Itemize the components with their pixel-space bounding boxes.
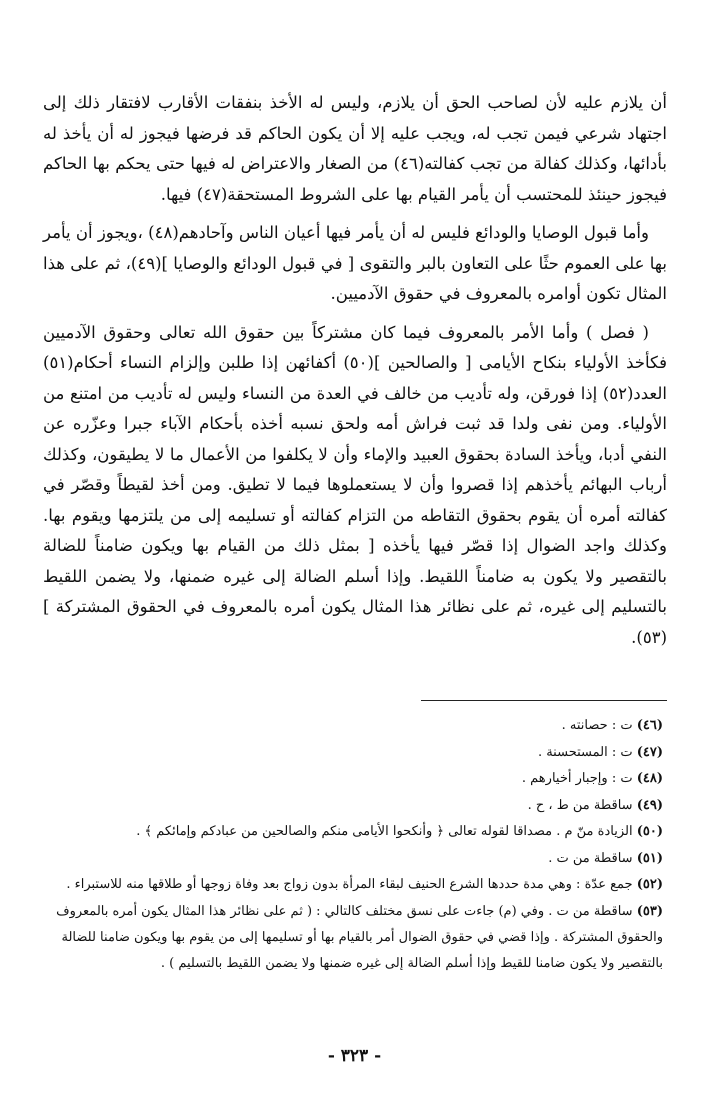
main-text bbox=[43, 88, 667, 661]
footnote-text: جمع عدّة : وهي مدة حددها الشرع الحنيف لبقاء المرأة بدون زواج بعد وفاة زوجها أو طلاقها منه للاستبراء . bbox=[66, 877, 633, 892]
footnote-number: (٤٦) bbox=[636, 718, 663, 733]
footnote-number: (٥١) bbox=[636, 850, 663, 866]
footnote-number: (٥٠) bbox=[636, 824, 663, 839]
footnote bbox=[43, 819, 663, 846]
footnote-number: (٤٧) bbox=[636, 744, 663, 760]
footnote-text: ساقطة من ت . وفي (م) جاءت على نسق مختلف كالتالي : ( ثم على نظائر هذا المثال يكون أمره بالمعروف والحقوق المشتركة . وإذا قضي في حقوق الضوال أمر بالقيام بها أو تسليمها إلى من يقوم بها ويكون ضامنا للضالة بالتقصير ولا يكون ضامنا للقيط وإذا أسلم الضالة إلى غيره ضمنها ولا يضمن اللقيط بالتسليم ) . bbox=[56, 903, 663, 971]
footnote bbox=[43, 713, 663, 740]
footnote-number: (٤٩) bbox=[636, 797, 663, 813]
footnote bbox=[43, 766, 663, 793]
page-number: - ٣٢٣ - bbox=[327, 1046, 382, 1066]
footnote-divider bbox=[421, 700, 667, 701]
paragraph-3: ( فصل ) وأما الأمر بالمعروف فيما كان مشتركاً بين حقوق الله تعالى وحقوق الآدميين فكأخذ الأولياء بنكاح الأيامى [ والصالحين ](٥٠) أكفائهن إذا طلبن وإلزام النساء أحكام(٥١) العدد(٥٢) إذا فورقن، وله تأديب من خالف في العدة من النساء وليس له تأديب من امتنع من الأولياء. ومن نفى ولدا قد ثبت فراش أمه ولحق نسبه أخذه بأحكام الآباء جبرا وعزّره عن النفي أدبا، ويأخذ السادة بحقوق العبيد والإماء وأن لا يكلفوا من الأعمال ما لا يطيقون، وكذلك أرباب البهائم يأخذهم إذا قصروا وأن لا يستعملوها فيما لا تطيق. ومن أخذ لقيطاً وقصّر في كفالته أمره أن يقوم بحقوق التقاطه من التزام كفالته أو تسليمه إلى من يلتزمها ويقوم بها. وكذلك واجد الضوال إذا قصّر فيها يأخذه [ بمثل ذلك من القيام بها ويكون ضامناً للضالة بالتقصير ولا يكون به ضامناً اللقيط. وإذا أسلم الضالة إلى غيره ضمنها، ولا يضمن اللقيط بالتسليم إلى غيره، ثم على نظائر هذا المثال يكون أمره بالمعروف في الحقوق المشتركة ](٥٣). bbox=[43, 322, 667, 647]
paragraph-2: وأما قبول الوصايا والودائع فليس له أن يأمر فيها أعيان الناس وآحادهم(٤٨) ،ويجوز أن يأمر بها على العموم حثًا على التعاون بالبر والتقوى [ في قبول الودائع والوصايا ](٤٩)، ثم على هذا المثال تكون أوامره بالمعروف في حقوق الآدميين. bbox=[43, 223, 667, 303]
footnote-text: ت : وإجبار أخيارهم . bbox=[521, 771, 633, 786]
footnote-number: (٤٨) bbox=[636, 771, 663, 786]
footnote-text: ساقطة من ت . bbox=[548, 850, 633, 866]
footnote bbox=[43, 846, 663, 873]
footnote bbox=[43, 793, 663, 820]
footnote bbox=[43, 740, 663, 767]
footnote-text: ساقطة من ط ، ح . bbox=[527, 797, 633, 813]
footnote bbox=[43, 872, 663, 899]
footnote-number: (٥٣) bbox=[636, 903, 663, 919]
paragraph-1: أن يلازم عليه لأن لصاحب الحق أن يلازم، وليس له الأخذ بنفقات الأقارب لافتقار ذلك إلى اجتهاد شرعي فيمن تجب له، ويجب عليه إلا أن يكون الحاكم قد فرضها فيجوز له أن يأخذ له بأدائها، وكذلك كفالة من تجب كفالته(٤٦) من الصغار والاعتراض له فيها حتى يحكم بها الحاكم فيجوز حينئذ للمحتسب أن يأمر القيام بها على الشروط المستحقة(٤٧) فيها. bbox=[43, 93, 667, 204]
footnote-text: ت : حصانته . bbox=[561, 718, 633, 733]
footnote-number: (٥٢) bbox=[636, 877, 663, 892]
footnote-text: ت : المستحسنة . bbox=[537, 744, 633, 760]
footnote bbox=[43, 899, 663, 977]
footnote-text: الزيادة منّ م . مصداقا لقوله تعالى ﴿ وأنكحوا الأيامى منكم والصالحين من عبادكم وإمائكم ﴾ . bbox=[136, 824, 633, 839]
footnotes bbox=[43, 713, 663, 977]
